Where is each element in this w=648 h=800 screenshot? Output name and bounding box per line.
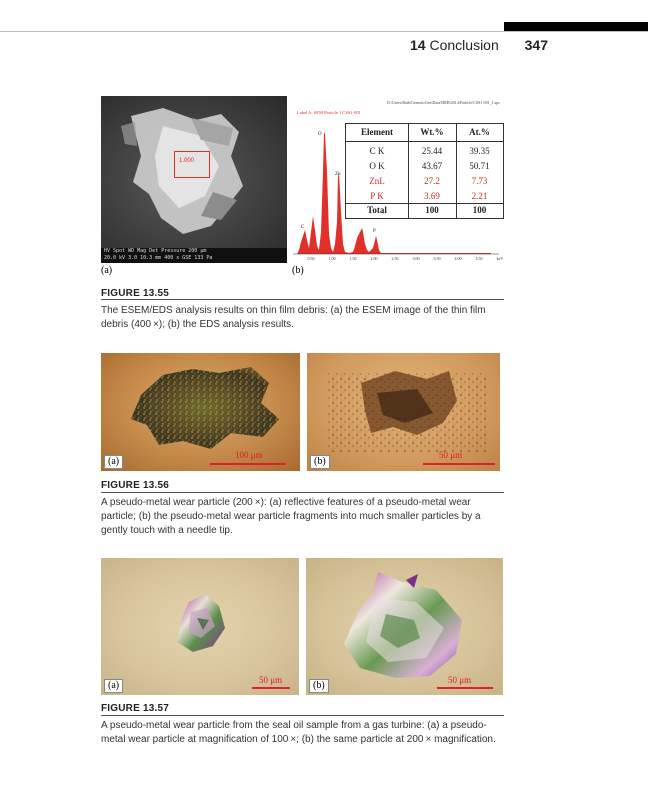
cell-wt: 27.2	[424, 176, 440, 186]
sem-info-bar	[101, 248, 287, 263]
col-element: Element	[361, 127, 393, 137]
eds-spectrum-label: Label A: SEM Particle 1 CSS1-001	[297, 110, 361, 115]
col-wt: Wt.%	[420, 127, 444, 137]
scale-bar-a	[252, 687, 290, 689]
micrograph-13-57a	[101, 558, 299, 695]
cell-at: 100	[472, 205, 487, 215]
cell-at: 7.73	[471, 176, 488, 186]
fig1356-label-a: (a)	[104, 455, 123, 469]
scale-bar-a	[210, 463, 286, 465]
fig1357-label-a: (a)	[104, 679, 123, 693]
eds-tick-label: 2.50	[391, 256, 399, 261]
figure-title: FIGURE 13.56	[101, 480, 169, 491]
cell-wt: 100	[425, 205, 439, 215]
cell-wt: 3.69	[424, 191, 440, 201]
fig1355-label-b: (b)	[292, 265, 304, 276]
eds-row-total	[346, 205, 503, 219]
micrograph-13-56b	[307, 353, 500, 471]
fig1357-label-b: (b)	[309, 679, 329, 693]
eds-tick-label: 3.00	[412, 256, 420, 261]
eds-tick-label: 1.00	[328, 256, 336, 261]
cell-element: Total	[367, 205, 387, 215]
eds-row-ck	[346, 146, 503, 160]
micrograph-13-56a	[101, 353, 300, 471]
chapter-number: 14	[410, 37, 426, 53]
figure-caption: The ESEM/EDS analysis results on thin film debris: (a) the ESEM image of the thin film debris (400 ×); (b) the EDS analysis results.	[101, 305, 486, 330]
eds-tick-label: 4.00	[454, 256, 462, 261]
eds-tick-label: 4.50	[475, 256, 483, 261]
scale-text-b: 50 μm	[439, 450, 463, 460]
eds-tick-label: 2.00	[370, 256, 378, 261]
cell-element: ZnL	[369, 176, 385, 186]
eds-file-path: D:\Users\Bath\Genesis\Gen\Data\HRH\2014\Particle\CSS1-001_1.spc	[387, 100, 500, 105]
scale-bar-b	[437, 687, 493, 689]
col-at: At.%	[469, 127, 490, 137]
cell-at: 39.35	[469, 146, 490, 156]
eds-tick-label: 1.50	[349, 256, 357, 261]
sem-info-line2: 20.0 kV 3.0 10.3 mm 400 x GSE 133 Pa	[104, 255, 213, 261]
sem-info-line1: HV Spot WD Mag Det Pressure 200 μm	[104, 248, 207, 254]
cell-at: 2.21	[471, 191, 488, 201]
cell-element: C K	[369, 146, 385, 156]
eds-tick-label: keV	[496, 256, 503, 261]
scale-text-a: 50 μm	[259, 675, 283, 685]
figure-rule	[101, 492, 504, 493]
figure-caption: A pseudo-metal wear particle from the seal oil sample from a gas turbine: (a) a pseudo-metal wear particle at magnification of 100 ×; (b) the same particle at 200 × magnification.	[101, 720, 496, 745]
cell-wt: 25.44	[421, 146, 443, 156]
cell-at: 50.71	[469, 161, 490, 171]
eds-tick-labels	[308, 256, 504, 261]
eds-result-table	[345, 123, 504, 219]
scale-bar-b	[423, 463, 495, 465]
figure-title: FIGURE 13.57	[101, 703, 169, 714]
wear-particle-b	[307, 353, 500, 471]
page-number: 347	[524, 37, 548, 53]
eds-tick-label: 3.50	[433, 256, 441, 261]
wear-particle-large	[306, 558, 503, 695]
eds-row-ok	[346, 161, 503, 175]
peak-label-c: C	[301, 225, 305, 230]
scale-text-b: 50 μm	[448, 675, 472, 685]
eds-tick-label: 0.50	[307, 256, 315, 261]
figure-title: FIGURE 13.55	[101, 288, 169, 299]
chapter-title: Conclusion	[429, 37, 499, 53]
analysis-region-label: 1.000	[179, 158, 195, 164]
running-head	[410, 37, 548, 53]
figure-caption: A pseudo-metal wear particle (200 ×): (a) reflective features of a pseudo-metal wear particle; (b) the pseudo-metal wear particle fragments into much smaller particles by a gently touch with a needle tip.	[101, 497, 481, 536]
scale-text-a: 100 μm	[235, 450, 263, 460]
figure-rule	[101, 715, 504, 716]
figure-rule	[101, 299, 504, 300]
esem-image	[101, 96, 287, 263]
cell-element: O K	[369, 161, 385, 171]
analysis-region-box	[174, 151, 210, 178]
peak-label-p: P	[373, 229, 376, 234]
wear-particle-a	[101, 353, 300, 471]
eds-table-header	[346, 127, 503, 141]
eds-row-znl	[346, 176, 503, 190]
cell-element: P K	[370, 191, 384, 201]
header-rule	[0, 31, 648, 32]
cell-wt: 43.67	[421, 161, 443, 171]
peak-label-zn: Zn	[335, 172, 341, 177]
fig1355-label-a: (a)	[101, 265, 113, 276]
peak-label-o: O	[318, 132, 322, 137]
fig1356-label-b: (b)	[310, 455, 330, 469]
micrograph-13-57b	[306, 558, 503, 695]
